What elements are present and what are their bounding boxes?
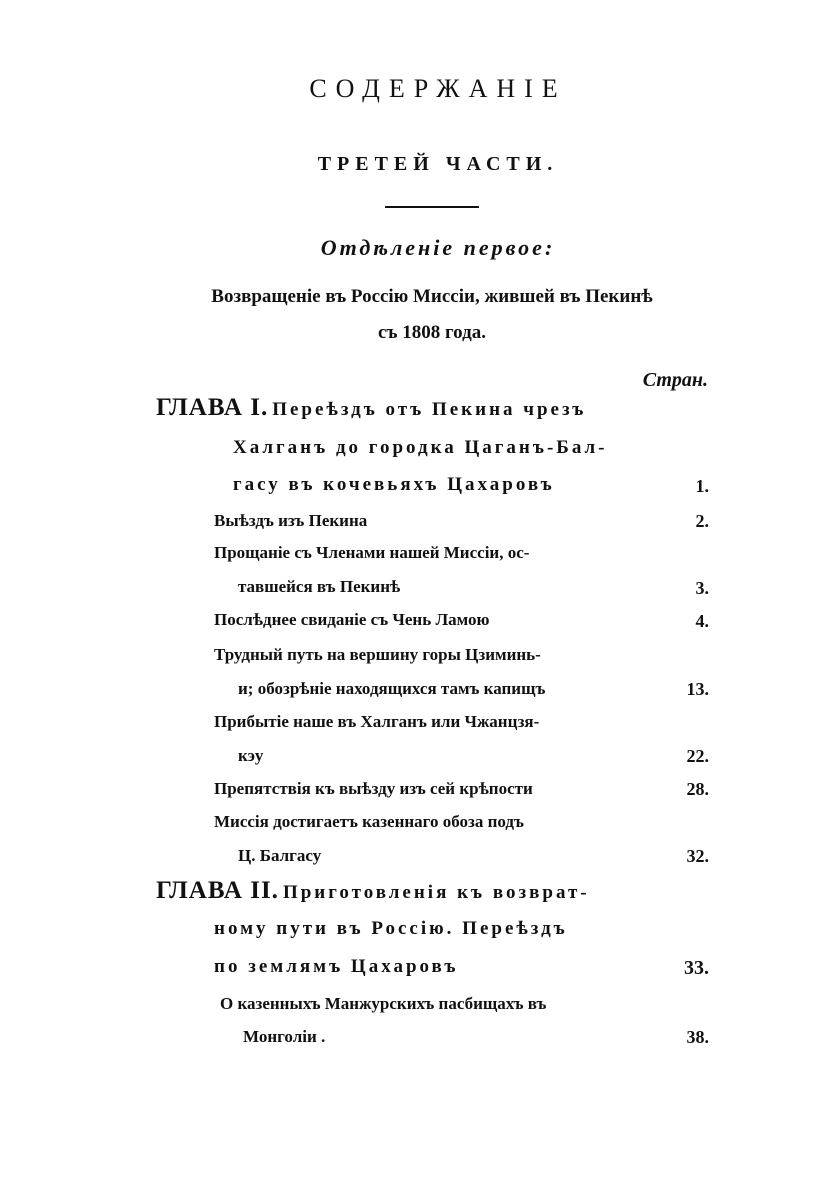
chapter-2-number: ГЛАВА II. <box>156 877 279 904</box>
toc-item: Прощаніе съ Членами нашей Миссіи, ос- <box>214 543 530 562</box>
toc-item: О казенныхъ Манжурскихъ пасбищахъ въ <box>220 994 547 1013</box>
toc-item-page: 32. <box>686 846 709 866</box>
chapter-1-page: 1. <box>695 476 709 496</box>
chapter-2-title-line-3: по землямъ Цахаровъ <box>214 956 459 977</box>
toc-item: Прибытіе наше въ Халганъ или Чжанцзя- <box>214 712 540 731</box>
toc-item-continuation: и; обозрѣніе находящихся тамъ капищъ <box>238 679 546 698</box>
page-column-label: Стран. <box>642 369 708 391</box>
toc-item: Послѣднее свиданіе съ Чень Ламою <box>214 610 490 629</box>
chapter-1-number: ГЛАВА I. <box>156 394 269 421</box>
chapter-2-title-line-1: Приготовленія къ возврат- <box>282 882 590 903</box>
toc-item-continuation: тавшейся въ Пекинѣ <box>238 577 401 596</box>
section-description-line-1: Возвращеніе въ Россію Миссіи, жившей въ Пекинѣ <box>211 286 653 307</box>
toc-item-page: 3. <box>695 578 709 598</box>
toc-item: Миссія достигаетъ казеннаго обоза подъ <box>214 812 524 831</box>
toc-item-page: 28. <box>686 779 709 799</box>
section-heading: Отдѣленіе первое: <box>320 235 556 260</box>
chapter-2-page: 33. <box>684 957 709 979</box>
chapter-1-title-line-1: Переѣздъ отъ Пекина чрезъ <box>272 399 587 420</box>
chapter-2-heading <box>156 877 590 905</box>
toc-item-page: 4. <box>695 611 709 631</box>
section-description-line-2: съ 1808 года. <box>378 322 486 343</box>
toc-item-page: 13. <box>686 679 709 699</box>
toc-item: Выѣздъ изъ Пекина <box>214 511 368 530</box>
chapter-2-title-line-2: ному пути въ Россію. Переѣздъ <box>214 918 568 939</box>
toc-item: Препятствія къ выѣзду изъ сей крѣпости <box>214 779 533 798</box>
toc-item-page: 38. <box>686 1027 709 1047</box>
chapter-1-title-line-2: Халганъ до городка Цаганъ-Бал- <box>233 437 608 458</box>
toc-item-continuation: Ц. Балгасу <box>238 846 322 865</box>
toc-item-page: 2. <box>695 511 709 531</box>
chapter-1-heading <box>156 394 586 422</box>
part-subtitle: ТРЕТЕЙ ЧАСТИ. <box>317 153 559 175</box>
divider-rule <box>385 206 479 208</box>
toc-item-continuation: кэу <box>238 746 264 765</box>
contents-title: СОДЕРЖАНІЕ <box>309 74 567 103</box>
toc-item-page: 22. <box>686 746 709 766</box>
toc-item-continuation: Монголіи . <box>243 1027 326 1046</box>
toc-item: Трудный путь на вершину горы Цзиминь- <box>214 645 541 664</box>
chapter-1-title-line-3: гасу въ кочевьяхъ Цахаровъ <box>233 474 555 495</box>
